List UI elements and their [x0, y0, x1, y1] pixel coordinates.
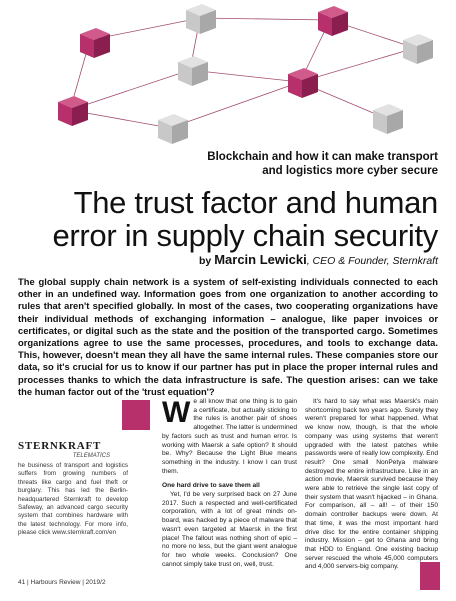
cube-node-grey	[403, 34, 433, 64]
body-column-right	[305, 398, 438, 572]
cube-node-magenta	[318, 6, 348, 36]
sidebar-blurb: he business of transport and logistics suffers from growing numbers of threats like cargo and fuel theft or burglary. This has led the Berlin-headquartered Sternkraft to develop Safeway, an advanced cargo security system that combines hardware with the latest technology. For more info, please click www.sternkraft.com/en	[18, 462, 128, 537]
cube-node-grey	[373, 104, 403, 134]
cube-node-grey	[186, 4, 216, 34]
body-paragraph: Yet, I'd be very surprised back on 27 June 2017. Such a respected and well-certificated corporation, with a lot of great minds on-board, was hacked by a piece of malware that wasn't even targeted at Maersk in the first place! The fallout was nothing short of epic – no more no less, but the giant went analogue for two whole weeks. Conclusion? One cannot simply take trust on, well, trust.	[162, 491, 297, 568]
cube-node-magenta	[80, 28, 110, 58]
author-name: Marcin Lewicki	[214, 252, 307, 267]
article-kicker	[158, 150, 438, 178]
article-title	[20, 186, 438, 252]
section-subhead: One hard drive to save them all	[162, 482, 260, 490]
body-paragraph: It's hard to say what was Maersk's main shortcoming back two years ago. Surely they weren't prepared for what happened. What we know now, though, is that the whole company was using systems that weren't upgraded with the latest patches while passwords were of really low complexity. End result? One small NonPetya malware destroyed the entire infrastructure. Like in an action movie, Maersk survived because they were able to retrieve the single last copy of their system that wasn't hijacked – in Ghana. For comparison, all – all! – of their 150 domain controller backups were down. At that time, it was the most important hard drive disc for the entire container shipping industry. Mission – get to Ghana and bring that HDD to England. One existing backup server rescued the whole 45,000 computers and 4,000 servers-big company.	[305, 398, 438, 571]
byline	[199, 253, 438, 268]
cube-node-grey	[178, 56, 208, 86]
page-footer: 41 | Harbours Review | 2019/2	[18, 579, 106, 586]
cube-node-magenta	[58, 96, 88, 126]
body-column-middle	[162, 398, 297, 569]
lead-paragraph: The global supply chain network is a system of self-existing individuals connected to each other in an undefined way. Information goes from one organization to another according to rules that aren't specified globally. In most of the cases, two cooperating organizations have their individual methods of exchanging information – analogue, like paper invoices or certificates, or digital such as the state and the position of the transported cargo. Sometimes organizations agree to use the same processes, procedures, and tools to exchange data. This, however, doesn't mean they all have the same internal rules. These companies store our data, so it's crucial for us to know if our partner has put in place the proper internal rules and processes thanks to which the data infrastructure is safe. The question arises: can we take the human factor out of the 'trust equation'?	[18, 276, 438, 397]
title-line: The trust factor and human	[73, 185, 438, 220]
title-line: error in supply chain security	[52, 218, 438, 253]
logo-subtitle: TELEMATICS	[72, 453, 110, 459]
sternkraft-logo	[18, 440, 110, 460]
magenta-accent-square	[122, 400, 150, 430]
drop-cap: W	[162, 396, 191, 429]
cube-node-magenta	[288, 68, 318, 98]
kicker-line: and logistics more cyber secure	[262, 165, 438, 177]
body-paragraph: e all know that one thing is to gain a certificate, but actually sticking to the rules is another pair of shoes altogether. The latter is undermined by factors such as trust and human error. Is working with Maersk a safe option? It should be. Why? Because the Light Blue means something in the industry. I know I can trust them.	[162, 398, 297, 475]
kicker-line: Blockchain and how it can make transport	[207, 151, 438, 163]
logo-name: STERNKRAFT	[18, 440, 102, 452]
byline-by: by	[199, 255, 212, 267]
network-cubes-illustration	[0, 0, 456, 150]
cube-node-grey	[158, 114, 188, 144]
author-role: , CEO & Founder, Sternkraft	[306, 255, 438, 267]
